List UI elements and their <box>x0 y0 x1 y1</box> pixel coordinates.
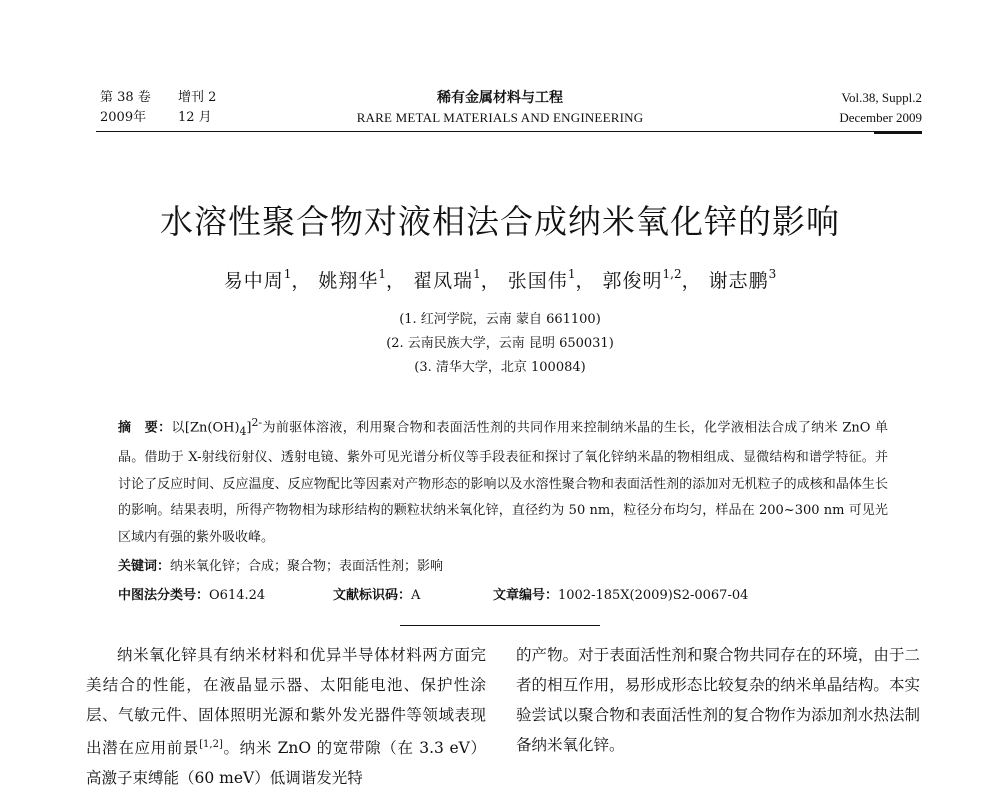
clc-value: O614.24 <box>209 588 266 603</box>
abstract-formula-sup: 2- <box>251 416 263 429</box>
doc-code-label: 文献标识码： <box>333 588 412 603</box>
author-list: 易中周$^1$， 姚翔华$^1$， 翟凤瑞$^1$， 张国伟$^1$， 郭俊明$^{1,2}$， 谢志鹏$^3$ <box>223 266 777 292</box>
abstract-formula-sub: 4 <box>239 424 247 438</box>
body-paragraph <box>86 640 486 793</box>
abstract-text: 为前驱体溶液，利用聚合物和表面活性剂的共同作用来控制纳米晶的生长，化学液相法合成了纳米 ZnO 单晶。借助于 X-射线衍射仪、透射电镜、紫外可见光谱分析仪等手段表征和探讨了氧化锌纳米晶的物相组成、显微结构和谱学特征。并讨论了反应时间、反应温度、反应物配比等因素对产物形态的影响以及水溶性聚合物和表面活性剂的添加对无机粒子的成核和晶体生长的影响。结果表明，所得产物物相为球形结构的颗粒状纳米氧化锌，直径约为 50 nm，粒径分布均匀，样品在 200~300 nm 可见光区域内有强的紫外吸收峰。 <box>118 420 888 545</box>
section-divider <box>400 625 600 626</box>
volume-en: Vol.38, Suppl.2 <box>841 90 922 105</box>
volume-cn: 第 38 卷 <box>100 90 151 105</box>
journal-name-en: RARE METAL MATERIALS AND ENGINEERING <box>356 110 644 125</box>
month-cn: 12 月 <box>178 110 212 125</box>
abstract-formula-pre: 以[Zn(OH) <box>171 420 240 436</box>
author-name: 翟凤瑞 <box>413 270 474 292</box>
affiliation-2: (2. 云南民族大学，云南 昆明 650031) <box>386 336 614 351</box>
issue-cn: 增刊 2 <box>178 90 217 105</box>
classification-line <box>118 584 918 603</box>
affiliation-1: (1. 红河学院，云南 蒙自 661100) <box>399 312 601 327</box>
abstract-label: 摘 要： <box>118 420 172 436</box>
author-affiliation: 1 <box>283 266 292 281</box>
journal-header-center <box>300 88 700 128</box>
body-paragraph: 的产物。对于表面活性剂和聚合物共同存在的环境，由于二者的相互作用，易形成形态比较复杂的纳米单晶结构。本实验尝试以聚合物和表面活性剂的复合物作为添加剂水热法制备纳米氧化锌。 <box>516 646 920 754</box>
date-en: December 2009 <box>839 110 922 125</box>
author-name: 姚翔华 <box>318 270 379 292</box>
author-affiliation: 1 <box>378 266 387 281</box>
author-name: 张国伟 <box>507 270 568 292</box>
keywords <box>118 555 443 574</box>
author-affiliation: 1 <box>567 266 576 281</box>
journal-name-cn: 稀有金属材料与工程 <box>437 90 563 106</box>
article-number-label: 文章编号： <box>493 588 559 603</box>
journal-header-left <box>100 88 216 128</box>
paper-title: 水溶性聚合物对液相法合成纳米氧化锌的影响 <box>160 202 840 241</box>
author-name: 谢志鹏 <box>708 270 769 292</box>
keywords-text: 纳米氧化锌；合成；聚合物；表面活性剂；影响 <box>170 559 444 574</box>
body-column-right <box>516 640 920 760</box>
body-column-left <box>86 640 486 793</box>
author-affiliation: 1 <box>473 266 481 281</box>
clc-label: 中图法分类号： <box>118 588 210 603</box>
body-text: 。纳米 ZnO 的宽带隙（在 3.3 eV）高激子束缚能（60 meV）低调谐发光特 <box>86 739 486 788</box>
body-text: 纳米氧化锌具有纳米材料和优异半导体材料两方面完美结合的性能，在液晶显示器、太阳能电池、保护性涂层、气敏元件、固体照明光源和紫外发光器件等领域表现出潜在应用前景 <box>86 646 486 758</box>
header-rule-tick <box>874 131 922 134</box>
keywords-label: 关键词： <box>118 559 171 574</box>
author-affiliation: 3 <box>768 266 777 281</box>
doc-code-value: A <box>411 588 421 603</box>
article-number-value: 1002-185X(2009)S2-0067-04 <box>558 588 749 603</box>
author-affiliation: 1,2 <box>662 266 682 281</box>
header-rule <box>96 131 922 132</box>
citation: [1,2] <box>199 739 223 750</box>
journal-header-right <box>839 88 922 128</box>
affiliation-3: (3. 清华大学，北京 100084) <box>414 360 586 375</box>
abstract <box>118 410 888 551</box>
year-cn: 2009年 <box>100 110 147 125</box>
abstract-formula-mid: ] <box>246 420 252 436</box>
author-name: 易中周 <box>223 270 284 292</box>
author-name: 郭俊明 <box>602 270 663 292</box>
